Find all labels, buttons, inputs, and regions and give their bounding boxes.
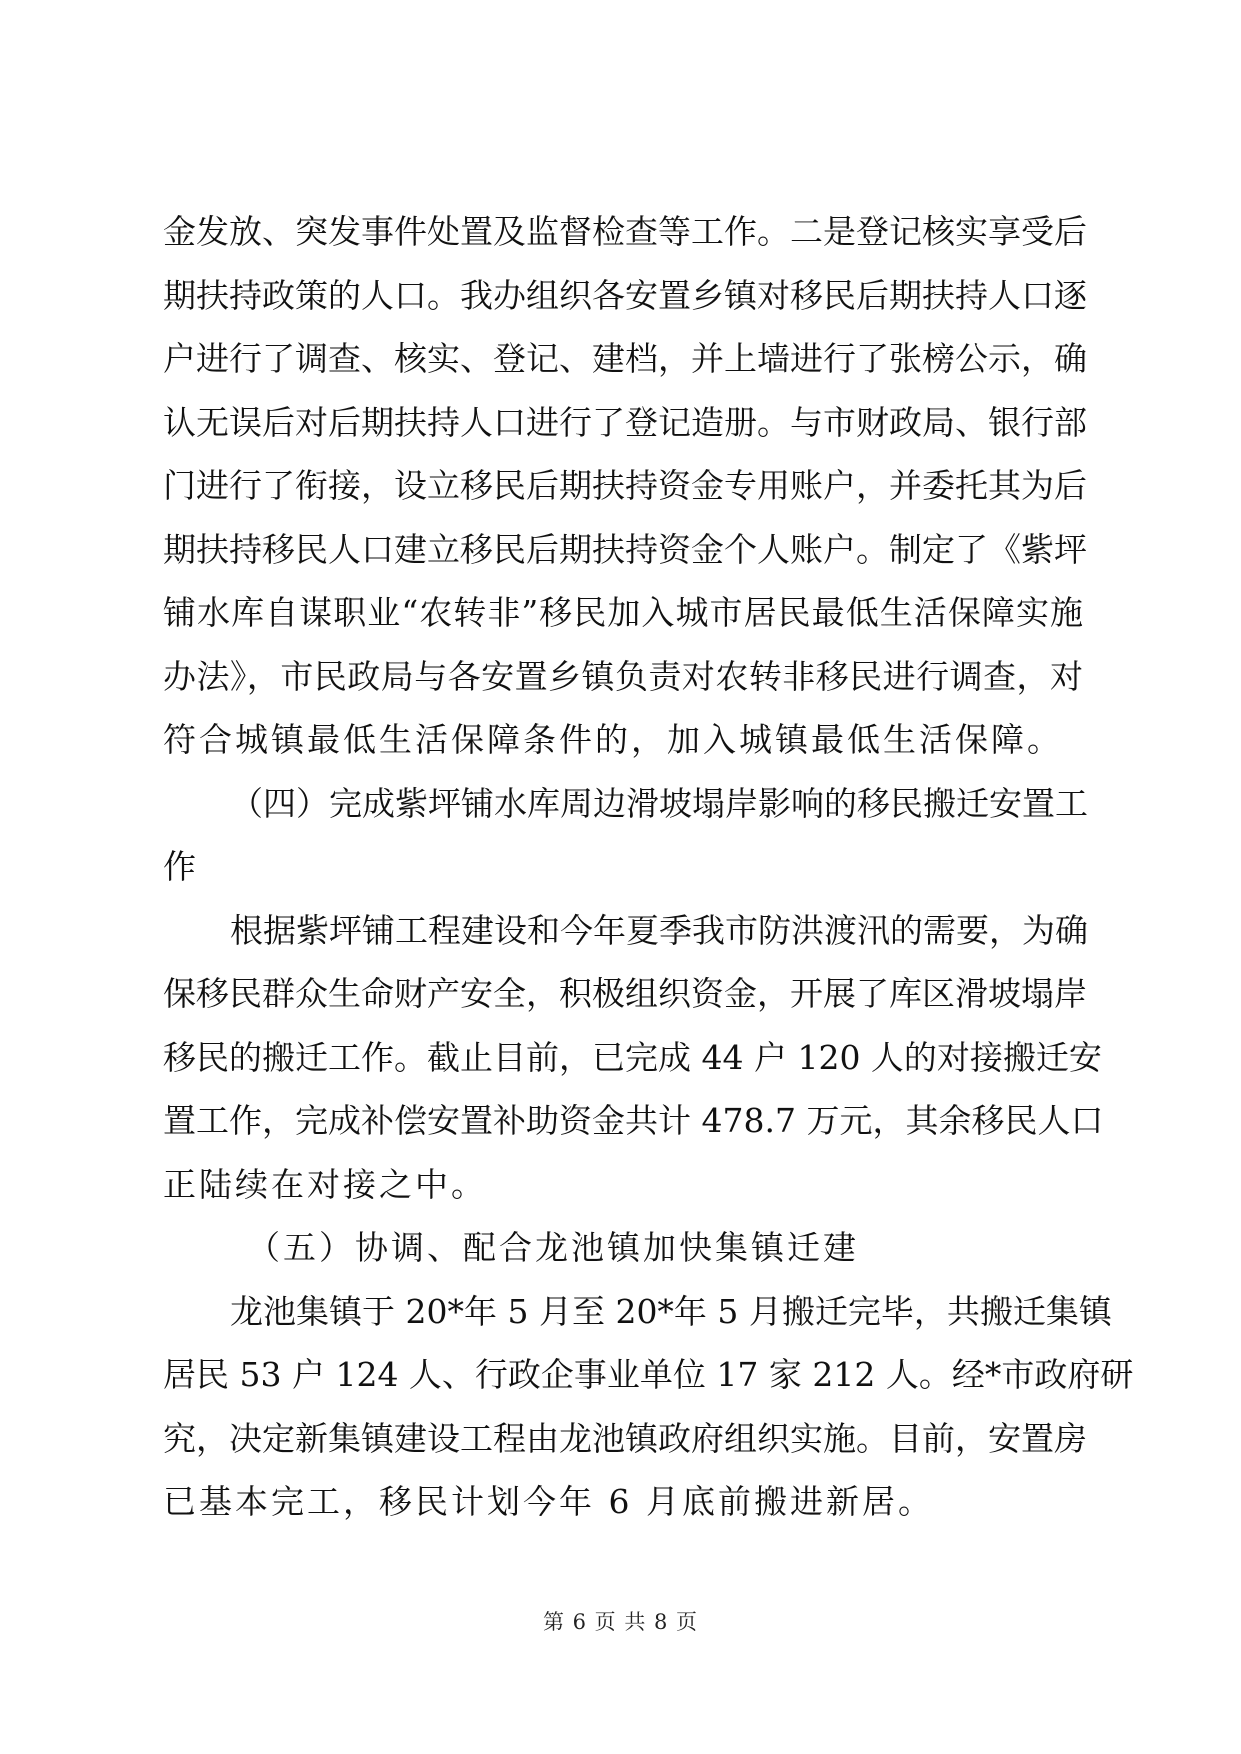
- paragraph-line: 办法》，市民政局与各安置乡镇负责对农转非移民进行调查，对: [163, 656, 1083, 696]
- paragraph-line: 铺水库自谋职业“农转非”移民加入城市居民最低生活保障实施: [163, 593, 1083, 632]
- paragraph-longchi-town: [163, 1280, 1134, 1534]
- section-heading-4: [163, 772, 1088, 899]
- page-number-footer: 第 6 页 共 8 页: [542, 1610, 699, 1634]
- paragraph-line: 户进行了调查、核实、登记、建档，并上墙进行了张榜公示，确: [163, 339, 1087, 378]
- paragraph-line: 保移民群众生命财产安全，积极组织资金，开展了库区滑坡塌岸: [163, 974, 1087, 1013]
- paragraph-line: 期扶持政策的人口。我办组织各安置乡镇对移民后期扶持人口逐: [163, 275, 1087, 315]
- paragraph-line: 门进行了衔接，设立移民后期扶持资金专用账户，并委托其为后: [163, 466, 1087, 505]
- heading-line: （四）完成紫坪铺水库周边滑坡塌岸影响的移民搬迁安置工: [230, 783, 1088, 823]
- paragraph-line: 正陆续在对接之中。: [163, 1164, 487, 1204]
- paragraph-line: 根据紫坪铺工程建设和今年夏季我市防洪渡汛的需要，为确: [230, 910, 1088, 950]
- paragraph-landslide-relocation: [163, 899, 1104, 1217]
- paragraph-line: 符合城镇最低生活保障条件的，加入城镇最低生活保障。: [163, 720, 1063, 759]
- paragraph-line: 已基本完工，移民计划今年 6 月底前搬进新居。: [163, 1482, 934, 1521]
- document-body: [163, 200, 1134, 1534]
- paragraph-line: 金发放、突发事件处置及监督检查等工作。二是登记核实享受后: [163, 212, 1087, 251]
- paragraph-line: 龙池集镇于 20*年 5 月至 20*年 5 月搬迁完毕，共搬迁集镇: [230, 1291, 1112, 1331]
- paragraph-line: 移民的搬迁工作。截止目前，已完成 44 户 120 人的对接搬迁安: [163, 1037, 1102, 1077]
- heading-line: （五）协调、配合龙池镇加快集镇迁建: [247, 1228, 859, 1267]
- paragraph-line: 认无误后对后期扶持人口进行了登记造册。与市财政局、银行部: [163, 402, 1087, 442]
- paragraph-line: 置工作，完成补偿安置补助资金共计 478.7 万元，其余移民人口: [163, 1101, 1104, 1140]
- section-heading-5: [163, 1216, 1083, 1280]
- paragraph-line: 居民 53 户 124 人、行政企事业单位 17 家 212 人。经*市政府研: [163, 1355, 1134, 1394]
- heading-line: 作: [163, 847, 199, 886]
- paragraph-line: 期扶持移民人口建立移民后期扶持资金个人账户。制定了《紫坪: [163, 529, 1087, 569]
- paragraph-line: 究，决定新集镇建设工程由龙池镇政府组织实施。目前，安置房: [163, 1418, 1087, 1458]
- paragraph-post-support: [163, 200, 1087, 772]
